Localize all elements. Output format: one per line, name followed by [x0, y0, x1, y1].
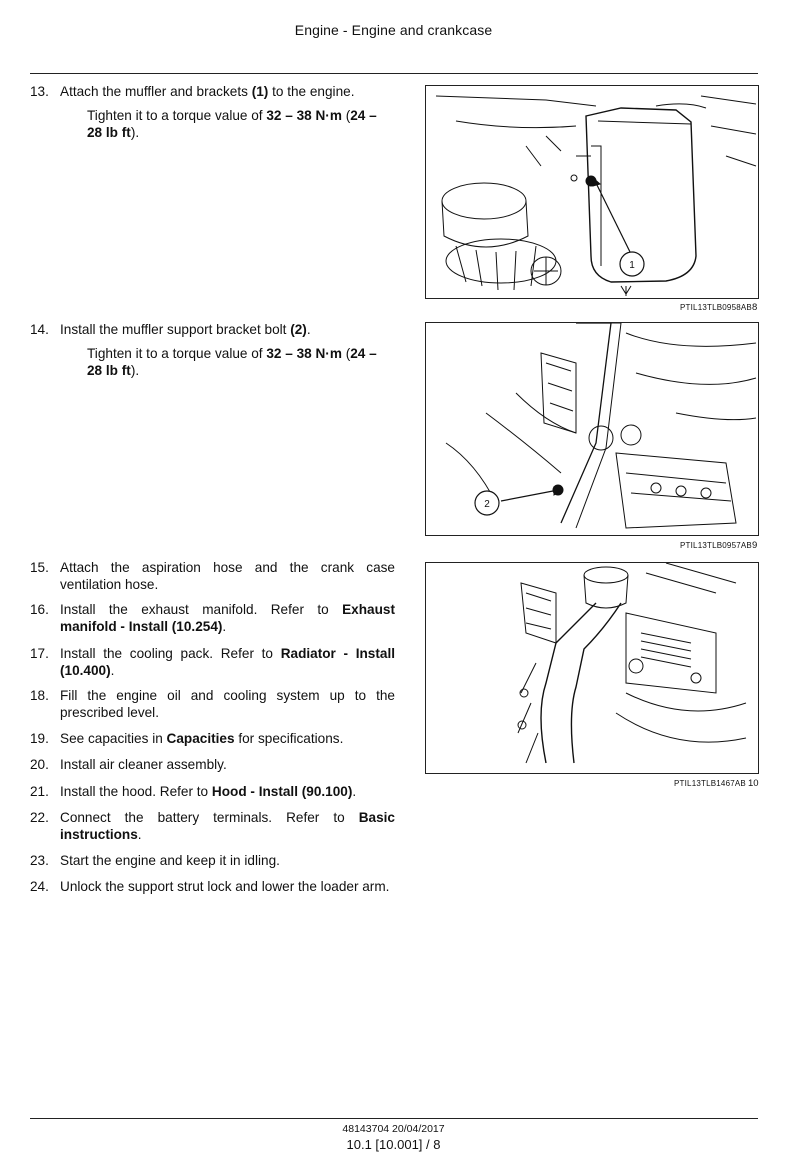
- footer-page-number: 10.1 [10.001] / 8: [346, 1137, 441, 1152]
- step-13: [30, 83, 395, 141]
- step-text: Install the cooling pack. Refer to Radiator - Install (10.400).: [60, 646, 396, 678]
- figure-engine-hoses: [425, 562, 759, 774]
- figure-caption: PTIL13TLB1467AB: [674, 779, 746, 788]
- figure-support-bracket: [425, 322, 759, 536]
- footer-document-id: 48143704 20/04/2017: [342, 1123, 445, 1135]
- step-text: Install air cleaner assembly.: [60, 757, 227, 772]
- step-14: [30, 321, 395, 379]
- step-number: 21.: [30, 784, 49, 799]
- reference-link[interactable]: Basic instructions: [60, 810, 395, 842]
- step-number: 13.: [30, 84, 49, 99]
- step-17: [30, 645, 395, 679]
- reference-link[interactable]: Capacities: [166, 731, 235, 746]
- step-number: 14.: [30, 322, 49, 337]
- callout-label: 1: [629, 260, 635, 271]
- step-text: Unlock the support strut lock and lower the loader arm.: [60, 879, 390, 894]
- step-24: [30, 878, 395, 895]
- step-18: [30, 687, 395, 721]
- step-text: See capacities in Capacities for specifications.: [60, 731, 344, 746]
- page-header-title: Engine - Engine and crankcase: [294, 22, 493, 38]
- figure-number: 8: [752, 302, 758, 313]
- step-number: 16.: [30, 602, 49, 617]
- torque-spec: Tighten it to a torque value of 32 – 38 N·m (24 – 28 lb ft).: [87, 346, 377, 378]
- figure-number: 9: [752, 540, 758, 551]
- step-text: Attach the muffler and brackets (1) to the engine.: [60, 84, 355, 99]
- step-number: 19.: [30, 731, 49, 746]
- step-number: 23.: [30, 853, 49, 868]
- step-text: Connect the battery terminals. Refer to Basic instructions.: [60, 810, 395, 842]
- step-text: Install the exhaust manifold. Refer to Exhaust manifold - Install (10.254).: [60, 602, 395, 634]
- reference-link[interactable]: Radiator - Install (10.400): [60, 646, 396, 678]
- step-23: [30, 852, 395, 869]
- step-text: Install the hood. Refer to Hood - Install (90.100).: [60, 784, 357, 799]
- step-22: [30, 809, 395, 843]
- bracket-illustration: [426, 323, 758, 535]
- muffler-illustration: [426, 86, 758, 298]
- reference-link[interactable]: Exhaust manifold - Install (10.254): [60, 602, 395, 634]
- figure-muffler-brackets: [425, 85, 759, 299]
- figure-number: 10: [748, 778, 759, 789]
- step-text: Install the muffler support bracket bolt (2).: [60, 322, 311, 337]
- header-divider: [30, 73, 758, 74]
- step-15: [30, 559, 395, 593]
- reference-link[interactable]: Hood - Install (90.100): [211, 784, 353, 799]
- step-text: Start the engine and keep it in idling.: [60, 853, 280, 868]
- step-number: 15.: [30, 560, 49, 575]
- step-text: Fill the engine oil and cooling system up to the prescribed level.: [60, 688, 395, 720]
- step-number: 18.: [30, 688, 49, 703]
- step-number: 20.: [30, 757, 49, 772]
- step-number: 22.: [30, 810, 49, 825]
- step-21: [30, 783, 395, 800]
- step-19: [30, 730, 395, 747]
- step-20: [30, 756, 395, 773]
- step-number: 17.: [30, 646, 49, 661]
- footer-divider: [30, 1118, 758, 1119]
- engine-illustration: [426, 563, 758, 773]
- figure-caption: PTIL13TLB0958AB: [680, 303, 752, 312]
- step-16: [30, 601, 395, 635]
- figure-caption: PTIL13TLB0957AB: [680, 541, 752, 550]
- torque-spec: Tighten it to a torque value of 32 – 38 N·m (24 – 28 lb ft).: [87, 108, 377, 140]
- callout-label: 2: [484, 499, 490, 510]
- step-text: Attach the aspiration hose and the crank case ventilation hose.: [60, 560, 395, 592]
- step-number: 24.: [30, 879, 49, 894]
